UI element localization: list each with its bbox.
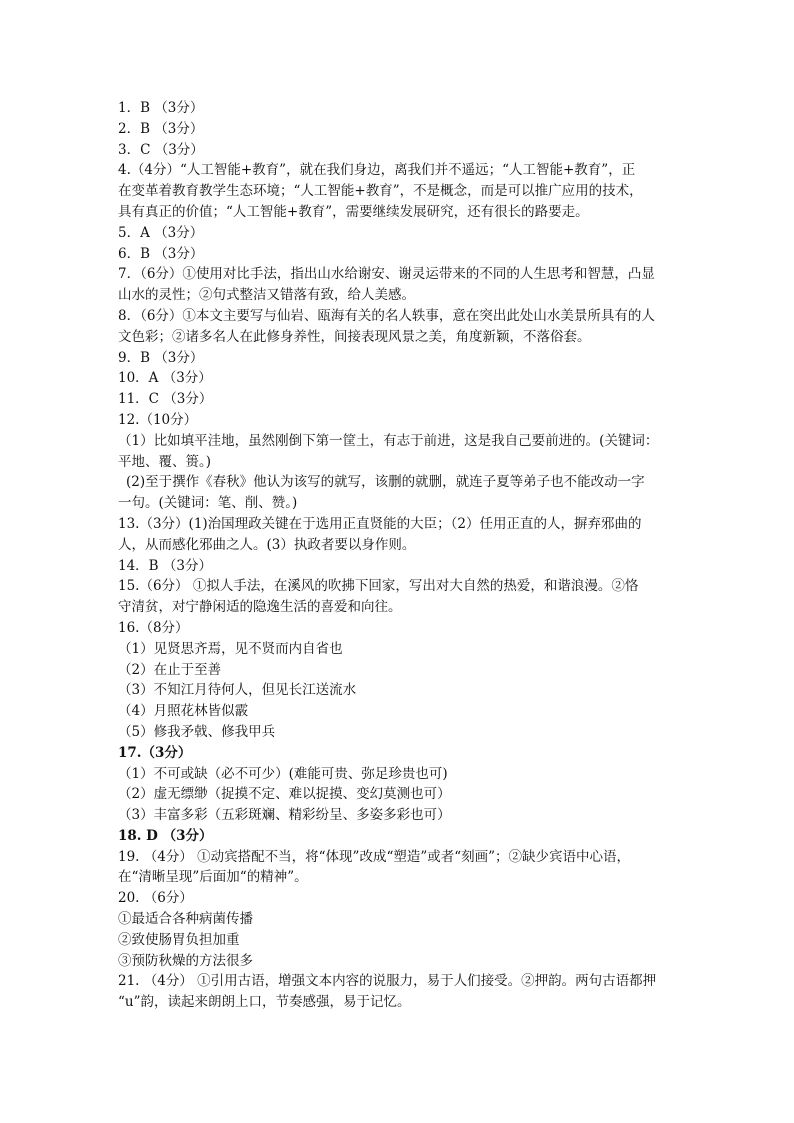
answer-line: 1．B （3分） <box>118 100 204 116</box>
answer-line: 12.（10分） <box>118 411 198 428</box>
answer-line: （2）在止于至善 <box>118 661 222 678</box>
answer-line: （3）丰富多彩（五彩斑斓、精彩纷呈、多姿多彩也可） <box>118 807 451 824</box>
answer-line: ②致使肠胃负担加重 <box>118 931 240 948</box>
answer-line: 2．B （3分） <box>118 120 204 137</box>
answer-line: 3．C （3分） <box>118 141 204 158</box>
answer-line: 一句。(关键词：笔、削、赞。) <box>118 495 298 512</box>
answer-line: （1）比如填平洼地，虽然刚倒下第一筐土，有志于前进，这是我自己要前进的。(关键词： <box>118 432 659 449</box>
answer-line: “u”韵，读起来朗朗上口，节奏感强，易于记忆。 <box>118 994 411 1011</box>
answer-line: 10．A （3分） <box>118 370 212 387</box>
answer-line: 19. （4分） ①动宾搭配不当，将“体现”改成“塑造”或者“刻画”；②缺少宾语中心语， <box>118 848 631 865</box>
answer-line: 7．（6分）①使用对比手法，指出山水给谢安、谢灵运带来的不同的人生思考和智慧，凸显 <box>118 266 655 283</box>
answer-line: （1）见贤思齐焉，见不贤而内自省也 <box>118 640 343 657</box>
answer-line: 人，从而感化邪曲之人。(3）执政者要以身作则。 <box>118 536 416 553</box>
answer-line: （4）月照花林皆似霰 <box>118 703 249 720</box>
answer-line: 平地、覆、篑。) <box>118 453 212 470</box>
answer-line: 15.（6分） ①拟人手法，在溪风的吹拂下回家，写出对大自然的热爱，和谐浪漫。②恪 <box>118 578 639 595</box>
answer-line: 20. （6分） <box>118 890 193 907</box>
answer-line: (2)至于撰作《春秋》他认为该写的就写，该删的就删，就连子夏等弟子也不能改动一字 <box>126 474 645 491</box>
answer-line: 文色彩；②诸多名人在此修身养性，间接表现风景之美，角度新颖，不落俗套。 <box>118 328 591 345</box>
answer-line: 8．（6分）①本文主要写与仙岩、瓯海有关的名人轶事，意在突出此处山水美景所具有的人 <box>118 307 655 324</box>
answer-line: ③预防秋燥的方法很多 <box>118 952 253 969</box>
answer-key-document <box>118 98 678 1013</box>
answer-line: 山水的灵性；②句式整洁又错落有致，给人美感。 <box>118 287 415 304</box>
answer-line: 9．B （3分） <box>118 349 204 366</box>
answer-line: （5）修我矛戟、修我甲兵 <box>118 723 276 740</box>
answer-line: （3）不知江月待何人，但见长江送流水 <box>118 682 357 699</box>
answer-line: 13.（3分）(1)治国理政关键在于选用正直贤能的大臣；（2）任用正直的人，摒弃邪曲的 <box>118 515 642 532</box>
answer-line: 4.（4分）“人工智能+教育”，就在我们身边，离我们并不遥远；“人工智能+教育”，正 <box>118 162 636 179</box>
answer-line: 在“清晰呈现”后面加“的精神”。 <box>118 869 308 886</box>
answer-line: ①最适合各种病菌传播 <box>118 911 253 928</box>
answer-line: 守清贫，对宁静闲适的隐逸生活的喜爱和向往。 <box>118 599 402 616</box>
answer-line: 14．B （3分） <box>118 557 212 574</box>
answer-line: 17.（3分） <box>118 744 192 761</box>
answer-line: 18. D （3分） <box>118 827 213 844</box>
answer-line: 16.（8分） <box>118 619 189 636</box>
answer-line: 5．A （3分） <box>118 224 204 241</box>
answer-line: 具有真正的价值；“人工智能+教育”，需要继续发展研究，还有很长的路要走。 <box>118 203 589 220</box>
answer-line: （1）不可或缺（必不可少）(难能可贵、弥足珍贵也可) <box>118 765 448 782</box>
answer-line: 11．C （3分） <box>118 391 213 408</box>
answer-line: 21. （4分） ①引用古语，增强文本内容的说服力，易于人们接受。②押韵。两句古语都押 <box>118 973 657 990</box>
answer-line: 6．B （3分） <box>118 245 204 262</box>
answer-line: 在变革着教育教学生态环境；“人工智能+教育”，不是概念，而是可以推广应用的技术， <box>118 183 643 200</box>
answer-line: （2）虚无缥缈（捉摸不定、难以捉摸、变幻莫测也可） <box>118 786 451 803</box>
